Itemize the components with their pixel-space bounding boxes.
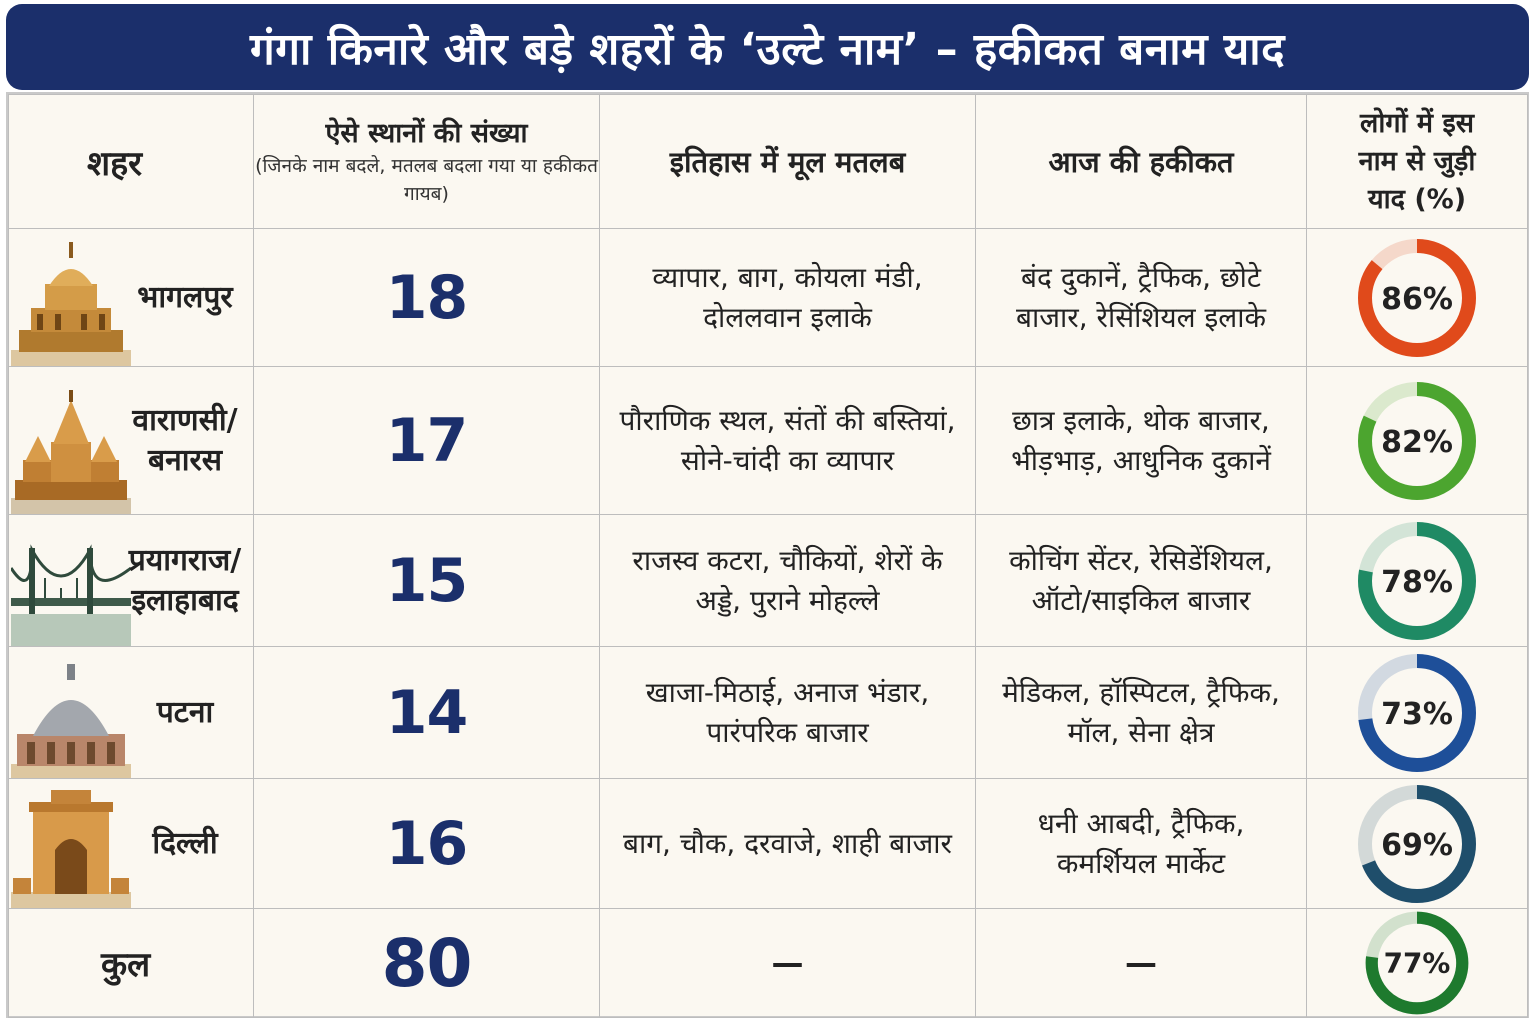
reality-text: बंद दुकानें, ट्रैफिक, छोटे बाजार, रेसिंशियल इलाके bbox=[976, 229, 1307, 367]
total-label: कुल bbox=[9, 909, 254, 1018]
memory-percent-label: 73% bbox=[1381, 696, 1453, 732]
count-value: 17 bbox=[254, 367, 600, 515]
count-value: 18 bbox=[254, 229, 600, 367]
history-text: खाजा-मिठाई, अनाज भंडार, पारंपरिक बाजार bbox=[600, 647, 976, 779]
total-reality-dash: — bbox=[976, 909, 1307, 1018]
memory-donut-cell bbox=[1307, 229, 1528, 367]
memory-percent-label: 86% bbox=[1381, 281, 1453, 317]
city-cell bbox=[9, 515, 254, 647]
india-gate-icon bbox=[11, 780, 131, 908]
data-table-container bbox=[6, 92, 1529, 1018]
memory-donut-cell bbox=[1307, 909, 1528, 1018]
header-count bbox=[254, 95, 600, 229]
table-row bbox=[9, 229, 1528, 367]
ghat-temple-icon bbox=[11, 386, 131, 514]
history-text: पौराणिक स्थल, संतों की बस्तियां, सोने-चांदी का व्यापार bbox=[600, 367, 976, 515]
table-row bbox=[9, 515, 1528, 647]
table-row bbox=[9, 647, 1528, 779]
total-row bbox=[9, 909, 1528, 1018]
city-name: वाराणसी/ बनारस bbox=[132, 402, 238, 478]
reality-text: धनी आबदी, ट्रैफिक, कमर्शियल मार्केट bbox=[976, 779, 1307, 909]
memory-donut-cell bbox=[1307, 647, 1528, 779]
header-reality: आज की हकीकत bbox=[976, 95, 1307, 229]
memory-donut bbox=[1355, 782, 1479, 906]
header-memory: लोगों में इस नाम से जुड़ी याद (%) bbox=[1307, 95, 1528, 229]
table-row bbox=[9, 779, 1528, 909]
count-value: 16 bbox=[254, 779, 600, 909]
memory-donut bbox=[1355, 519, 1479, 643]
memory-percent-label: 78% bbox=[1381, 564, 1453, 600]
history-text: राजस्व कटरा, चौकियों, शेरों के अड्डे, पुराने मोहल्ले bbox=[600, 515, 976, 647]
title-banner bbox=[6, 4, 1529, 90]
header-count-subtitle: (जिनके नाम बदले, मतलब बदला गया या हकीकत गायब) bbox=[255, 154, 598, 205]
city-cell bbox=[9, 367, 254, 515]
reality-text: छात्र इलाके, थोक बाजार, भीड़भाड़, आधुनिक दुकानें bbox=[976, 367, 1307, 515]
total-history-dash: — bbox=[600, 909, 976, 1018]
memory-percent-label: 69% bbox=[1381, 827, 1453, 863]
count-value: 14 bbox=[254, 647, 600, 779]
header-row bbox=[9, 95, 1528, 229]
history-text: बाग, चौक, दरवाजे, शाही बाजार bbox=[600, 779, 976, 909]
dome-building-icon bbox=[11, 650, 131, 778]
city-name: पटना bbox=[156, 694, 214, 730]
header-history: इतिहास में मूल मतलब bbox=[600, 95, 976, 229]
memory-donut bbox=[1355, 379, 1479, 503]
history-text: व्यापार, बाग, कोयला मंडी, दोललवान इलाके bbox=[600, 229, 976, 367]
memory-percent-label: 82% bbox=[1381, 424, 1453, 460]
bridge-icon bbox=[11, 518, 131, 646]
table-row bbox=[9, 367, 1528, 515]
memory-percent-label: 77% bbox=[1383, 946, 1451, 980]
memory-donut-cell bbox=[1307, 515, 1528, 647]
memory-donut bbox=[1355, 651, 1479, 775]
reality-text: मेडिकल, हॉस्पिटल, ट्रैफिक, मॉल, सेना क्षेत्र bbox=[976, 647, 1307, 779]
header-city: शहर bbox=[9, 95, 254, 229]
memory-donut bbox=[1363, 909, 1471, 1017]
memory-donut-cell bbox=[1307, 779, 1528, 909]
page-title: गंगा किनारे और बड़े शहरों के ‘उल्टे नाम’ – हकीकत बनाम याद bbox=[249, 24, 1286, 75]
city-name: दिल्ली bbox=[152, 825, 218, 861]
city-cell bbox=[9, 779, 254, 909]
city-name: भागलपुर bbox=[137, 279, 233, 315]
city-name: प्रयागराज/ इलाहाबाद bbox=[128, 542, 242, 618]
reality-text: कोचिंग सेंटर, रेसिडेंशियल, ऑटो/साइकिल बाजार bbox=[976, 515, 1307, 647]
city-cell bbox=[9, 229, 254, 367]
temple-icon bbox=[11, 238, 131, 366]
city-cell bbox=[9, 647, 254, 779]
memory-donut-cell bbox=[1307, 367, 1528, 515]
data-table bbox=[8, 94, 1528, 1018]
total-count: 80 bbox=[254, 909, 600, 1018]
count-value: 15 bbox=[254, 515, 600, 647]
header-count-title: ऐसे स्थानों की संख्या bbox=[325, 117, 528, 149]
memory-donut bbox=[1355, 236, 1479, 360]
